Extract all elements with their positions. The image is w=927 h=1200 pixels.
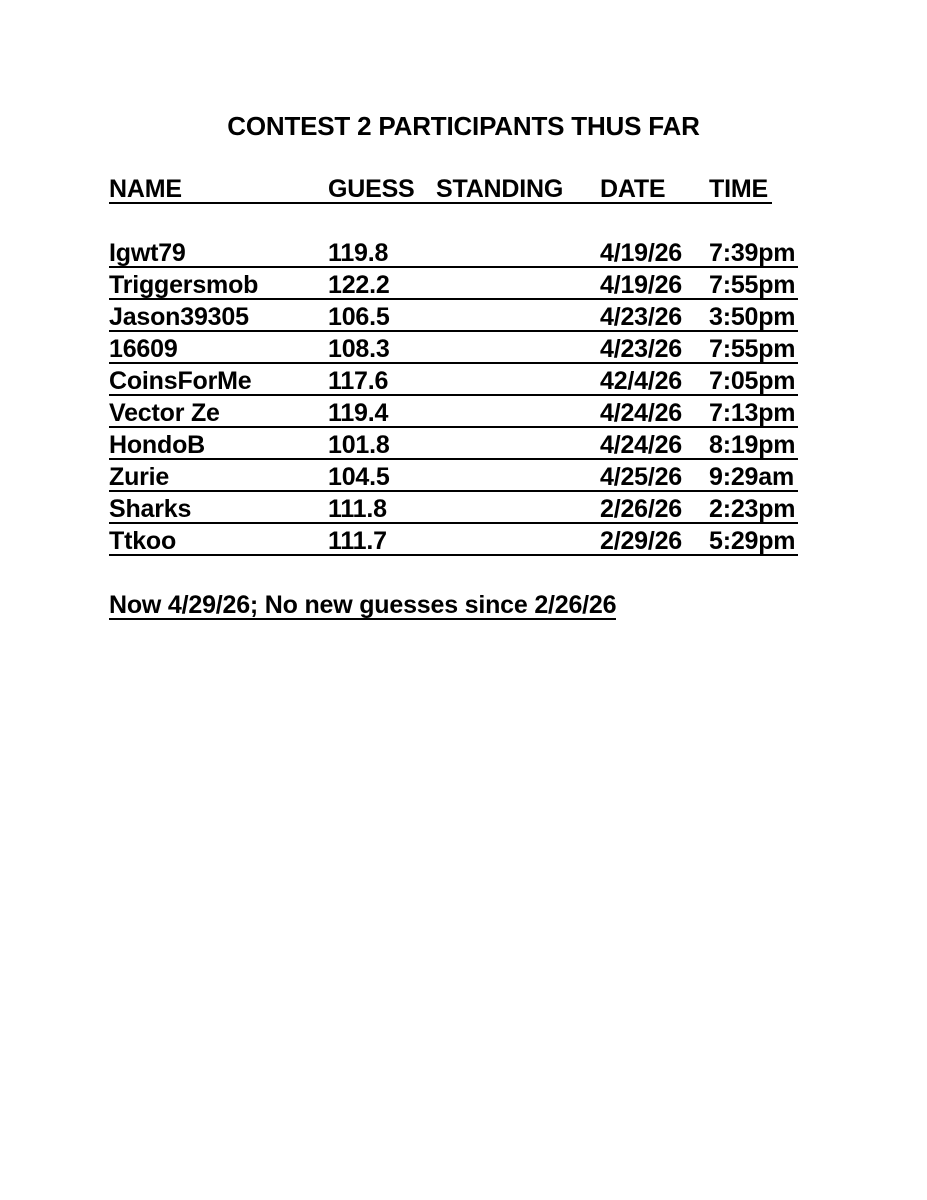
participant-date: 4/24/26	[600, 399, 683, 427]
participant-time: 7:13pm	[709, 399, 796, 427]
participant-name: Triggersmob	[109, 271, 259, 299]
header-date: DATE	[600, 175, 666, 203]
participant-name: 16609	[109, 335, 178, 363]
table-row	[109, 430, 798, 460]
participant-guess: 111.7	[328, 527, 387, 555]
participant-guess: 117.6	[328, 367, 389, 395]
table-row	[109, 270, 798, 300]
participant-date: 4/23/26	[600, 303, 683, 331]
participant-date: 2/29/26	[600, 527, 683, 555]
participant-name: Igwt79	[109, 239, 186, 267]
participant-guess: 108.3	[328, 335, 390, 363]
participant-name: Zurie	[109, 463, 170, 491]
header-guess: GUESS	[328, 175, 415, 203]
table-row	[109, 398, 798, 428]
participant-date: 42/4/26	[600, 367, 683, 395]
participant-name: Vector Ze	[109, 399, 220, 427]
participant-guess: 101.8	[328, 431, 390, 459]
table-row	[109, 526, 798, 556]
participant-guess: 119.4	[328, 399, 389, 427]
participant-guess: 122.2	[328, 271, 390, 299]
participant-time: 9:29am	[709, 463, 794, 491]
participant-guess: 111.8	[328, 495, 387, 523]
participant-date: 4/19/26	[600, 271, 683, 299]
participant-name: Sharks	[109, 495, 192, 523]
participant-time: 2:23pm	[709, 495, 796, 523]
header-name: NAME	[109, 175, 182, 203]
participant-time: 7:39pm	[709, 239, 796, 267]
table-header-row	[109, 174, 772, 204]
participant-name: Ttkoo	[109, 527, 177, 555]
table-row	[109, 334, 798, 364]
participant-name: CoinsForMe	[109, 367, 252, 395]
participant-date: 4/24/26	[600, 431, 683, 459]
page-title: CONTEST 2 PARTICIPANTS THUS FAR	[227, 111, 700, 141]
participant-date: 4/19/26	[600, 239, 683, 267]
participant-time: 7:05pm	[709, 367, 796, 395]
participant-time: 7:55pm	[709, 335, 796, 363]
header-standing: STANDING	[436, 175, 564, 203]
table-row	[109, 238, 798, 268]
participant-time: 8:19pm	[709, 431, 796, 459]
participant-date: 4/23/26	[600, 335, 683, 363]
participant-name: HondoB	[109, 431, 205, 459]
table-row	[109, 462, 798, 492]
participant-date: 4/25/26	[600, 463, 683, 491]
participant-date: 2/26/26	[600, 495, 683, 523]
participant-name: Jason39305	[109, 303, 249, 331]
participant-guess: 104.5	[328, 463, 390, 491]
participant-guess: 106.5	[328, 303, 390, 331]
table-row	[109, 366, 798, 396]
status-note: Now 4/29/26; No new guesses since 2/26/26	[109, 591, 617, 619]
table-row	[109, 494, 798, 524]
participant-time: 5:29pm	[709, 527, 796, 555]
header-time: TIME	[709, 175, 768, 203]
participant-guess: 119.8	[328, 239, 389, 267]
table-row	[109, 302, 798, 332]
participant-time: 3:50pm	[709, 303, 796, 331]
participant-time: 7:55pm	[709, 271, 796, 299]
